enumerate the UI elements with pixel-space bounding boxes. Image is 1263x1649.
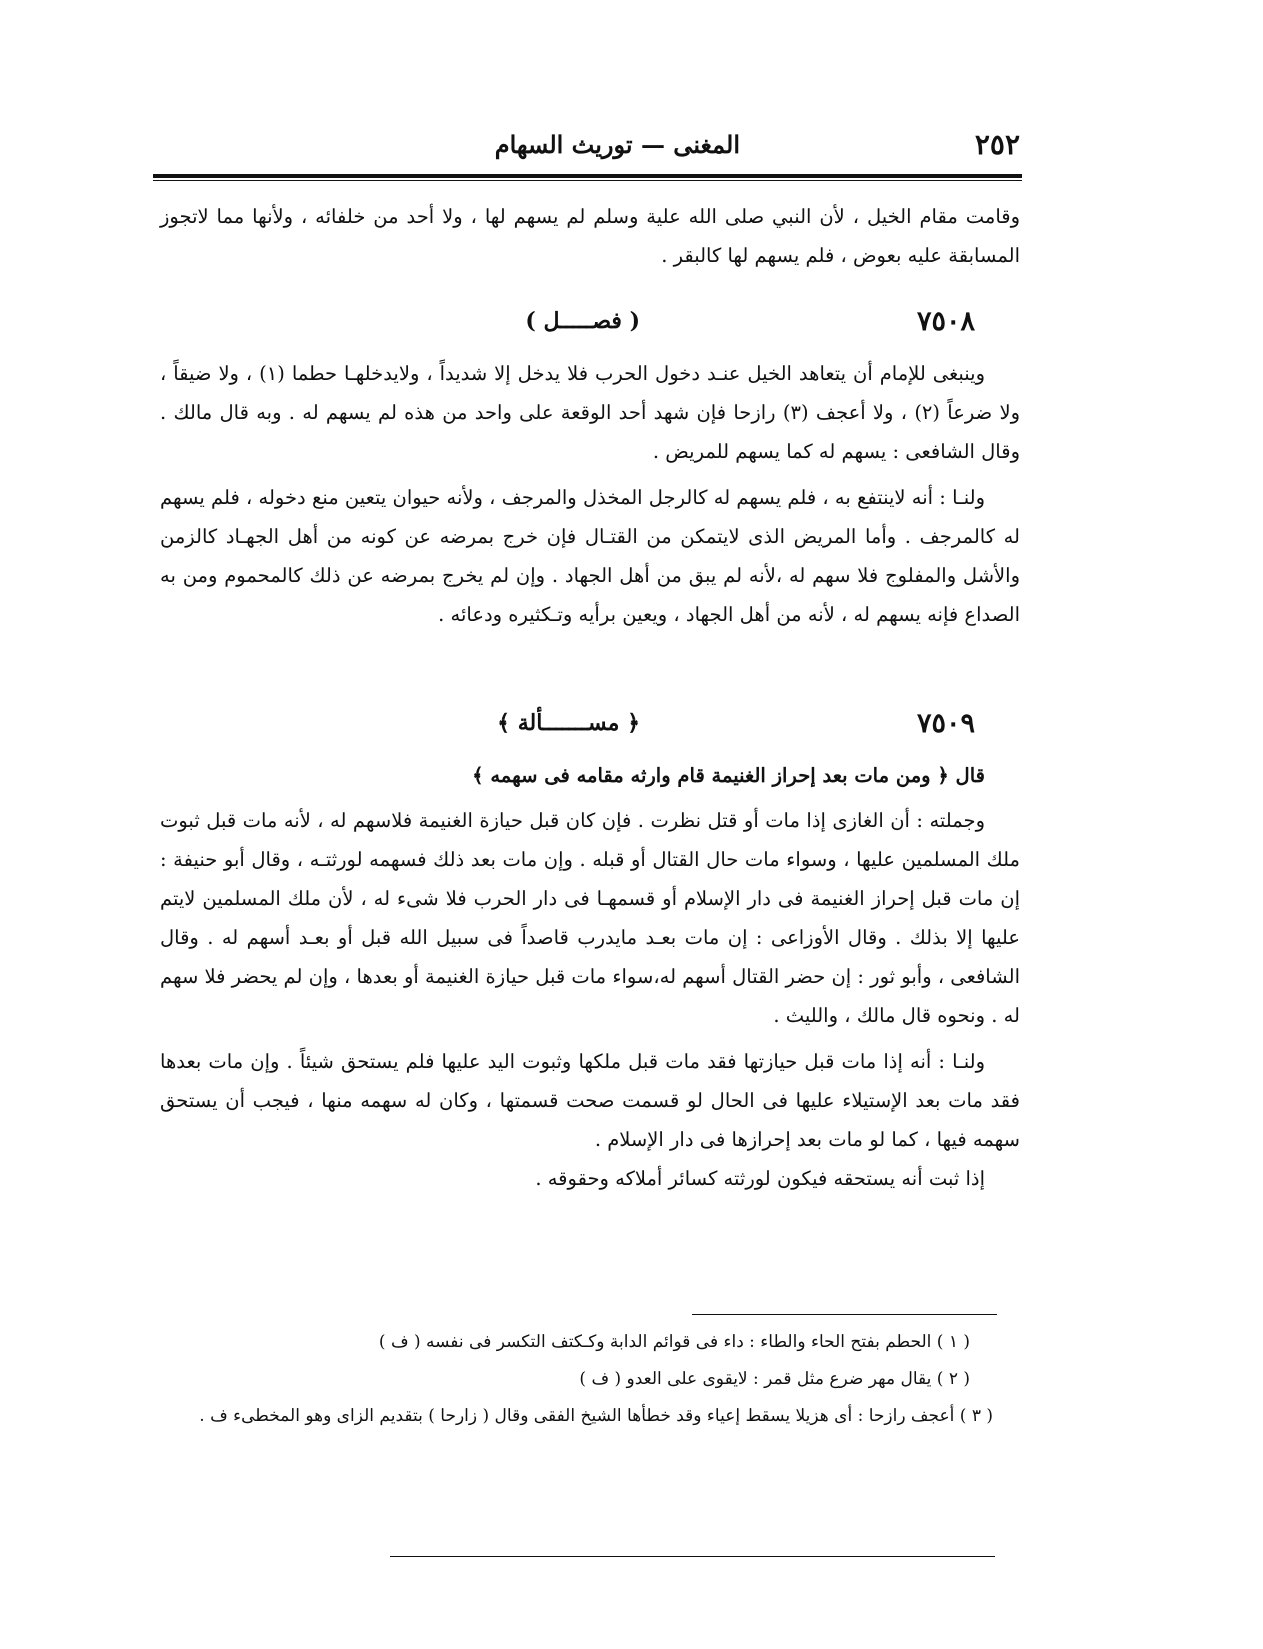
bottom-rule: [390, 1556, 995, 1557]
section-heading-7508: [160, 306, 1020, 346]
footnote-3: ( ٣ ) أعجف رازحا : أى هزيلا يسقط إعياء وقد خطأها الشيخ الفقى وقال ( زارحا ) بتقديم الزاى وهو المخطىء ف .: [199, 1406, 993, 1426]
footnote-rule: [692, 1314, 997, 1315]
paragraph-text: وجملته : أن الغازى إذا مات أو قتل نظرت . فإن كان قبل حيازة الغنيمة فلاسهم له ، لأنه مات قبل ثبوت ملك المسلمين عليها ، وسواء مات حال القتال أو قبله . وإن مات بعد ذلك فسهمه لورثتـه ، وقال أبو حنيفة : إن مات قبل إحراز الغنيمة فى دار الإسلام أو قسمهـا فى دار الحرب فلا شىء له ، لأن ملك المسلمين لايتم عليها إلا بذلك . وقال الأوزاعى : إن مات بعـد مايدرب قاصداً فى سبيل الله قبل أو بعـد أسهم له . وقال الشافعى ، وأبو ثور : إن حضر القتال أسهم له،سواء مات قبل حيازة الغنيمة أو بعدها ، وإن لم يحضر فلا سهم له . ونحوه قال مالك ، والليث .: [160, 809, 1020, 1027]
section-title: ﴿ مســـــــألة ﴾: [497, 710, 640, 736]
paragraph-text: وقامت مقام الخيل ، لأن النبي صلى الله علية وسلم لم يسهم لها ، ولا أحد من خلفائه ، ولأنها مما لاتجوز المسابقة عليه بعوض ، فلم يسهم لها كالبقر .: [160, 205, 1020, 267]
section-7509-body: [160, 756, 1020, 1198]
quoted-text: قال ﴿ ومن مات بعد إحراز الغنيمة قام وارثه مقامه فى سهمه ﴾: [472, 764, 985, 787]
section-number: ٧٥٠٨: [916, 306, 975, 337]
running-title: المغنى — توريث السهام: [494, 130, 740, 159]
section-number: ٧٥٠٩: [916, 708, 975, 739]
paragraph-continuation: [160, 197, 1020, 275]
section-title: ( فصـــــل ): [525, 308, 640, 334]
paragraph-text: إذا ثبت أنه يستحقه فيكون لورثته كسائر أملاكه وحقوقه .: [535, 1167, 985, 1190]
header-rule: [153, 174, 1022, 181]
paragraph-text: ولنـا : أنه لاينتفع به ، فلم يسهم له كالرجل المخذل والمرجف ، ولأنه حيوان يتعين منع دخوله ، فلم يسهم له كالمرجف . وأما المريض الذى لايتمكن من القتـال فإن خرج بمرضه عن كونه من أهل الجهـاد كالزمن والأشل والمفلوج فلا سهم له ،لأنه لم يبق من أهل الجهاد . وإن لم يخرج بمرضه عن ذلك كالمحموم ومن به الصداع فإنه يسهم له ، لأنه من أهل الجهاد ، ويعين برأيه وتـكثيره ودعائه .: [160, 486, 1020, 626]
page-header: [155, 128, 1020, 172]
paragraph-text: وينبغى للإمام أن يتعاهد الخيل عنـد دخول الحرب فلا يدخل إلا شديداً ، ولايدخلهـا حطما (١) ، ولا ضيقاً ، ولا ضرعاً (٢) ، ولا أعجف (٣) رازحا فإن شهد أحد الوقعة على واحد من هذه لم يسهم له . وبه قال مالك . وقال الشافعى : يسهم له كما يسهم للمريض .: [160, 362, 1020, 463]
page-number: ٢٥٢: [974, 128, 1020, 161]
paragraph-text: ولنـا : أنه إذا مات قبل حيازتها فقد مات قبل ملكها وثبوت اليد عليها فلم يستحق شيئاً . وإن مات بعدها فقد مات بعد الإستيلاء عليها فى الحال لو قسمت صحت قسمتها ، وكان له سهمه منها ، فيجب أن يستحق سهمه فيها ، كما لو مات بعد إحرازها فى دار الإسلام .: [160, 1050, 1020, 1151]
section-7508-body: [160, 354, 1020, 634]
footnote-2: ( ٢ ) يقال مهر ضرع مثل قمر : لايقوى على العدو ( ف ): [579, 1369, 970, 1389]
footnote-1: ( ١ ) الحطم بفتح الحاء والطاء : داء فى قوائم الدابة وكـكتف التكسر فى نفسه ( ف ): [378, 1332, 970, 1352]
footnotes: [160, 1324, 1005, 1435]
section-heading-7509: [160, 708, 1020, 748]
